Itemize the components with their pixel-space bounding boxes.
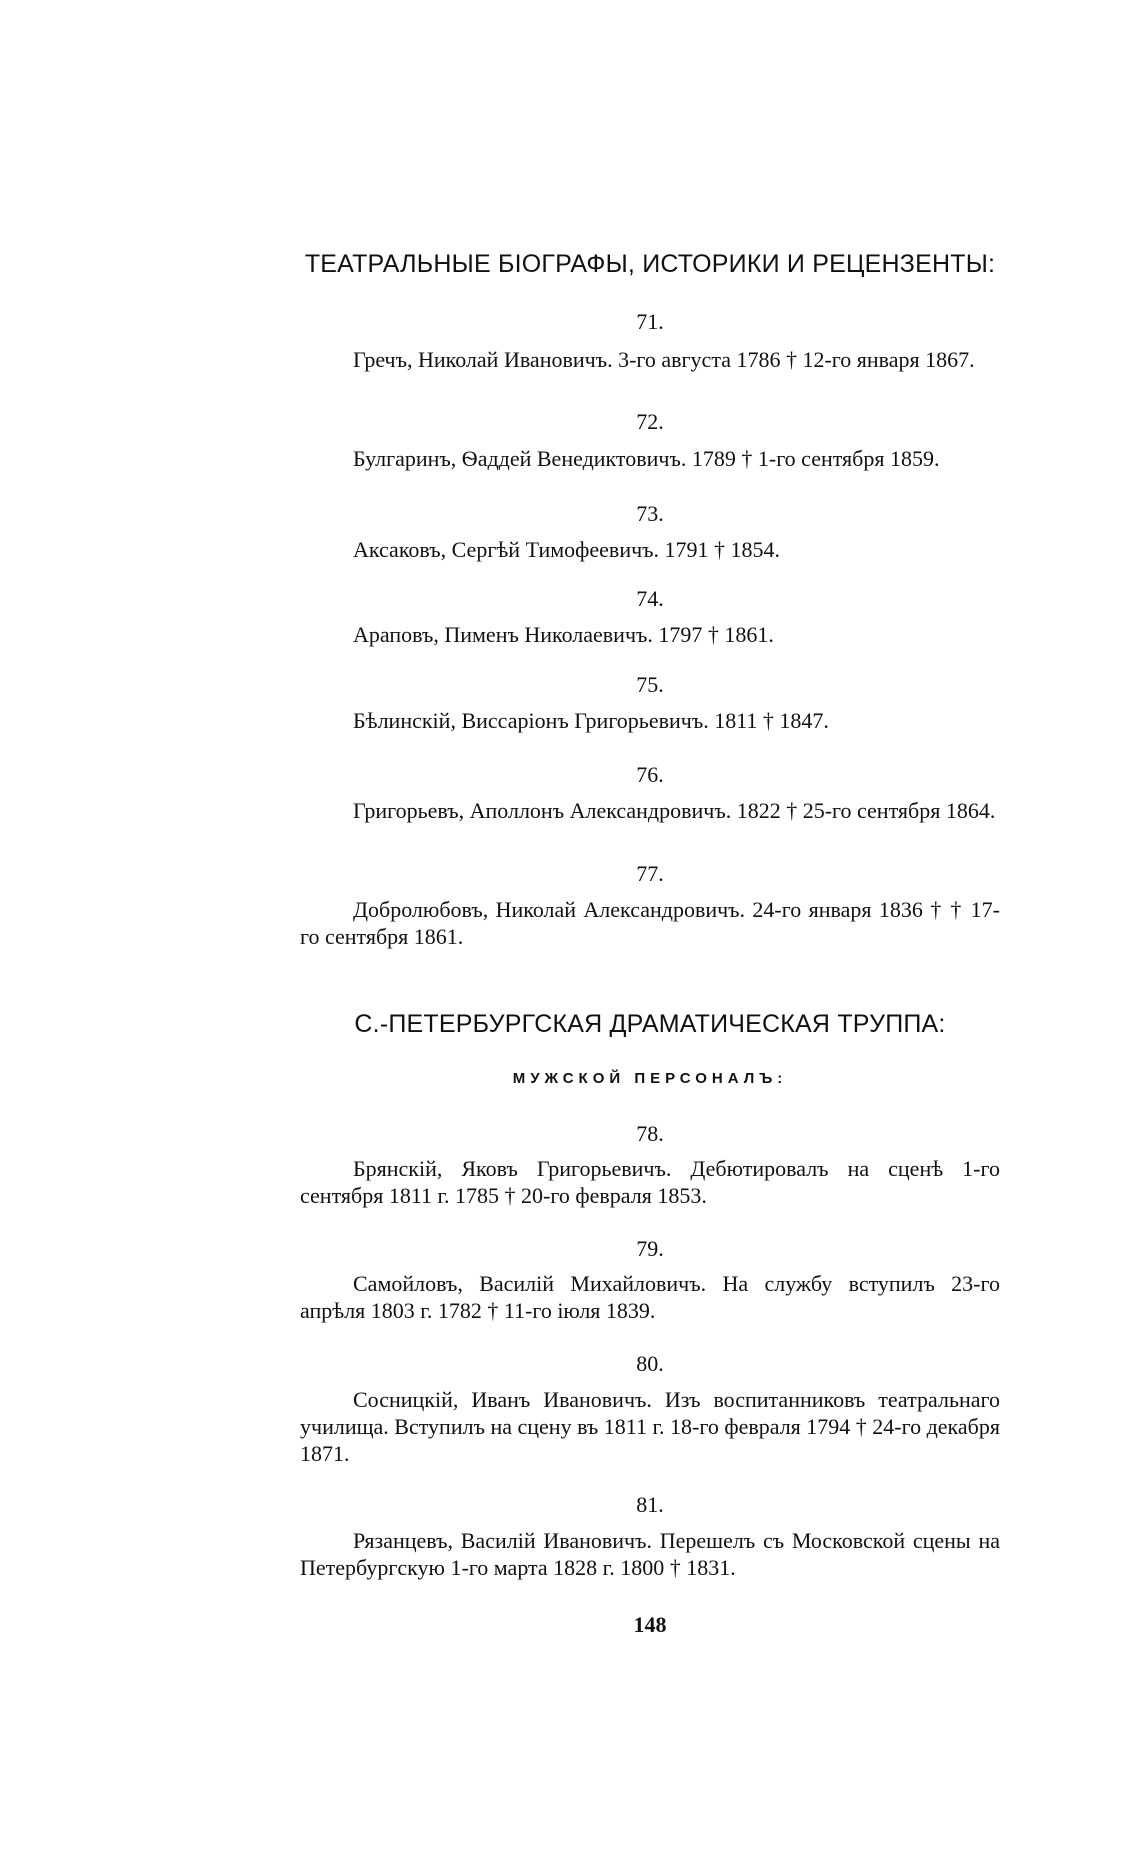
entry-number: 77. — [636, 861, 664, 886]
entry-text: Сосницкій, Иванъ Ивановичъ. Изъ воспитанниковъ театральнаго училища. Вступилъ на сцену въ 1811 г. 18-го февраля 1794 † 24-го декабря 1871. — [300, 1387, 1000, 1466]
entry-text: Араповъ, Пименъ Николаевичъ. 1797 † 1861. — [353, 622, 774, 647]
entry-text: Самойловъ, Василій Михайловичъ. На службу вступилъ 23-го апрѣля 1803 г. 1782 † 11-го іюля 1839. — [300, 1271, 1000, 1323]
section-title-biographers: ТЕАТРАЛЬНЫЕ БІОГРАФЫ, ИСТОРИКИ И РЕЦЕНЗЕНТЫ: — [304, 250, 996, 278]
entry-text: Гречъ, Николай Ивановичъ. 3-го августа 1786 † 12-го января 1867. — [353, 347, 975, 372]
entry-number: 71. — [636, 309, 664, 334]
entry-text: Григорьевъ, Аполлонъ Александровичъ. 1822 † 25-го сентября 1864. — [353, 798, 996, 823]
entry-number: 80. — [636, 1351, 664, 1376]
entry-number: 81. — [636, 1492, 664, 1517]
entry-text: Аксаковъ, Сергѣй Тимофеевичъ. 1791 † 1854. — [353, 537, 781, 562]
section-title-drama-troupe: С.-ПЕТЕРБУРГСКАЯ ДРАМАТИЧЕСКАЯ ТРУППА: — [354, 1010, 946, 1038]
entry-number: 72. — [636, 409, 664, 434]
entry-text: Добролюбовъ, Николай Александровичъ. 24-го января 1836 † † 17-го сентября 1861. — [300, 897, 1000, 949]
entry-number: 75. — [636, 672, 664, 697]
entry-text: Рязанцевъ, Василій Ивановичъ. Перешелъ съ Московской сцены на Петербургскую 1-го марта 1828 г. 1800 † 1831. — [300, 1528, 1000, 1580]
entry-number: 79. — [636, 1236, 664, 1261]
entry-number: 78. — [636, 1121, 664, 1146]
entry-number: 73. — [636, 501, 664, 526]
entry-text: Брянскій, Яковъ Григорьевичъ. Дебютировалъ на сценѣ 1-го сентября 1811 г. 1785 † 20-го февраля 1853. — [300, 1156, 1000, 1208]
entry-number: 74. — [636, 586, 664, 611]
entry-text: Бѣлинскій, Виссаріонъ Григорьевичъ. 1811 † 1847. — [353, 708, 829, 733]
entry-number: 76. — [636, 762, 664, 787]
subsection-title-male-staff: МУЖСКОЙ ПЕРСОНАЛЪ: — [512, 1070, 788, 1087]
page-number: 148 — [633, 1612, 667, 1637]
entry-text: Булгаринъ, Ѳаддей Венедиктовичъ. 1789 † 1-го сентября 1859. — [353, 446, 940, 471]
